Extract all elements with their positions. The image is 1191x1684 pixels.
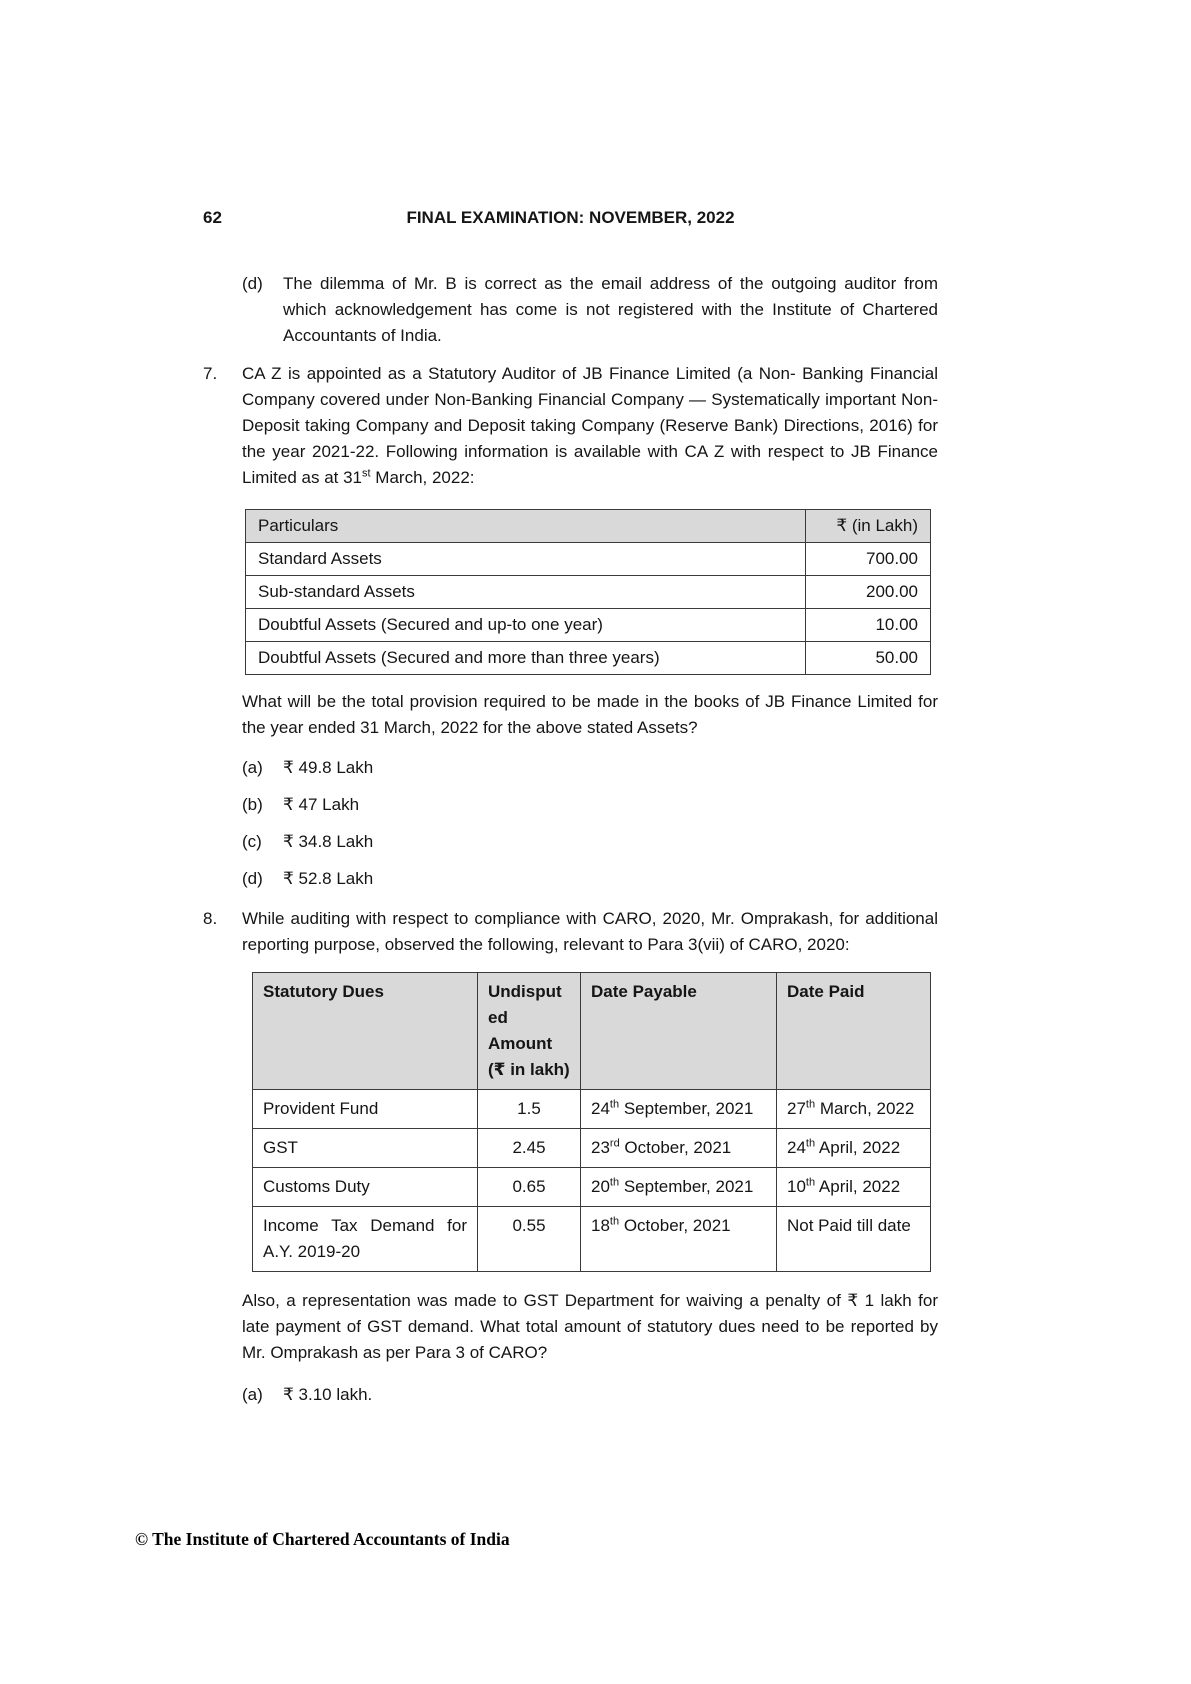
amount-cell: 10.00	[806, 609, 931, 642]
amount-cell: 700.00	[806, 543, 931, 576]
date-payable-cell	[581, 1129, 777, 1168]
ordinal-sup: th	[609, 1215, 620, 1228]
particulars-cell: Doubtful Assets (Secured and more than three years)	[246, 642, 806, 675]
amount-header: ₹ (in Lakh)	[806, 510, 931, 543]
ordinal-sup: th	[609, 1176, 620, 1189]
statutory-dues-table	[252, 972, 931, 1272]
date-text: 27	[787, 1099, 806, 1118]
dues-table-header-row	[253, 973, 931, 1090]
date-text: March, 2022	[815, 1099, 915, 1118]
date-text: 20	[591, 1177, 610, 1196]
dues-cell: Customs Duty	[253, 1168, 478, 1207]
option-text: ₹ 52.8 Lakh	[283, 869, 374, 888]
option-text: ₹ 47 Lakh	[283, 795, 360, 814]
date-payable-cell	[581, 1168, 777, 1207]
statutory-dues-header: Statutory Dues	[253, 973, 478, 1090]
option-text: ₹ 3.10 lakh.	[283, 1385, 373, 1404]
option-label: (a)	[242, 758, 263, 777]
option-text: ₹ 49.8 Lakh	[283, 758, 374, 777]
question-7	[203, 361, 938, 491]
table-row	[246, 576, 931, 609]
question-8-followup: Also, a representation was made to GST Department for waiving a penalty of ₹ 1 lakh for late payment of GST demand. What total amount of statutory dues need to be reported by Mr. Omprakash as per Para 3 of CARO?	[242, 1291, 938, 1362]
option-b	[242, 792, 938, 818]
date-paid-cell	[777, 1207, 931, 1272]
page-title: FINAL EXAMINATION: NOVEMBER, 2022	[406, 208, 735, 227]
assets-table	[245, 509, 931, 675]
dues-cell: Provident Fund	[253, 1090, 478, 1129]
dues-cell: Income Tax Demand for A.Y. 2019-20	[253, 1207, 478, 1272]
page-header	[203, 205, 938, 231]
date-payable-header: Date Payable	[581, 973, 777, 1090]
option-label: (b)	[242, 795, 263, 814]
date-text: September, 2021	[619, 1099, 754, 1118]
option-d	[242, 866, 938, 892]
undisputed-amount-header: Undisputed Amount (₹ in lakh)	[478, 973, 581, 1090]
date-text: Not Paid till date	[787, 1216, 911, 1235]
date-paid-cell	[777, 1168, 931, 1207]
date-text: 23	[591, 1138, 610, 1157]
page-content	[203, 205, 938, 1408]
date-text: 18	[591, 1216, 610, 1235]
question-7-number: 7.	[203, 364, 218, 383]
date-paid-cell	[777, 1090, 931, 1129]
amount-cell: 50.00	[806, 642, 931, 675]
particulars-cell: Sub-standard Assets	[246, 576, 806, 609]
option-label: (c)	[242, 832, 262, 851]
item-d-text: The dilemma of Mr. B is correct as the email address of the outgoing auditor from which acknowledgement has come is not registered with the Institute of Chartered Accountants of India.	[283, 274, 938, 345]
particulars-cell: Doubtful Assets (Secured and up-to one year)	[246, 609, 806, 642]
answer-item-d	[242, 271, 938, 349]
ordinal-sup: th	[805, 1176, 816, 1189]
question-8-number: 8.	[203, 909, 218, 928]
date-payable-cell	[581, 1207, 777, 1272]
date-text: April, 2022	[815, 1138, 901, 1157]
date-text: 24	[591, 1099, 610, 1118]
amount-cell: 2.45	[478, 1129, 581, 1168]
table-row	[246, 642, 931, 675]
option-c	[242, 829, 938, 855]
date-paid-cell	[777, 1129, 931, 1168]
date-payable-cell	[581, 1090, 777, 1129]
dues-cell: GST	[253, 1129, 478, 1168]
particulars-header: Particulars	[246, 510, 806, 543]
amount-cell: 200.00	[806, 576, 931, 609]
date-text: September, 2021	[619, 1177, 754, 1196]
option-a	[242, 755, 938, 781]
date-text: April, 2022	[815, 1177, 901, 1196]
ordinal-sup: th	[805, 1098, 816, 1111]
footer-copyright: © The Institute of Chartered Accountants of India	[135, 1529, 510, 1549]
assets-table-header-row	[246, 510, 931, 543]
ordinal-sup: rd	[609, 1137, 620, 1150]
table-row	[246, 543, 931, 576]
option-label: (d)	[242, 869, 263, 888]
date-text: 10	[787, 1177, 806, 1196]
question-7-intro-pre: CA Z is appointed as a Statutory Auditor of JB Finance Limited (a Non- Banking Financial Company covered under Non-Banking Financial Company — Systematically important Non-Deposit taking Company and Deposit taking Company (Reserve Bank) Directions, 2016) for the year 2021-22. Following information is available with CA Z with respect to JB Finance Limited as at 31	[242, 364, 938, 487]
question-8-intro: While auditing with respect to compliance with CARO, 2020, Mr. Omprakash, for additional reporting purpose, observed the following, relevant to Para 3(vii) of CARO, 2020:	[242, 909, 938, 954]
question-7-text: What will be the total provision required to be made in the books of JB Finance Limited for the year ended 31 March, 2022 for the above stated Assets?	[242, 692, 938, 737]
table-row	[253, 1090, 931, 1129]
table-row	[253, 1207, 931, 1272]
date-paid-header: Date Paid	[777, 973, 931, 1090]
q8-option-a	[242, 1382, 938, 1408]
amount-cell: 0.55	[478, 1207, 581, 1272]
amount-cell: 0.65	[478, 1168, 581, 1207]
table-row	[246, 609, 931, 642]
particulars-cell: Standard Assets	[246, 543, 806, 576]
question-8	[203, 906, 938, 958]
page-number: 62	[203, 208, 222, 227]
question-7-intro-post: March, 2022:	[370, 468, 475, 487]
item-d-label: (d)	[242, 274, 263, 293]
amount-cell: 1.5	[478, 1090, 581, 1129]
date-text: 24	[787, 1138, 806, 1157]
date-text: October, 2021	[619, 1216, 731, 1235]
option-label: (a)	[242, 1385, 263, 1404]
date-text: October, 2021	[619, 1138, 732, 1157]
table-row	[253, 1168, 931, 1207]
ordinal-sup: th	[609, 1098, 620, 1111]
table-row	[253, 1129, 931, 1168]
ordinal-sup: th	[805, 1137, 816, 1150]
ordinal-sup: st	[362, 467, 371, 480]
option-text: ₹ 34.8 Lakh	[283, 832, 374, 851]
question-7-intro	[242, 361, 938, 491]
